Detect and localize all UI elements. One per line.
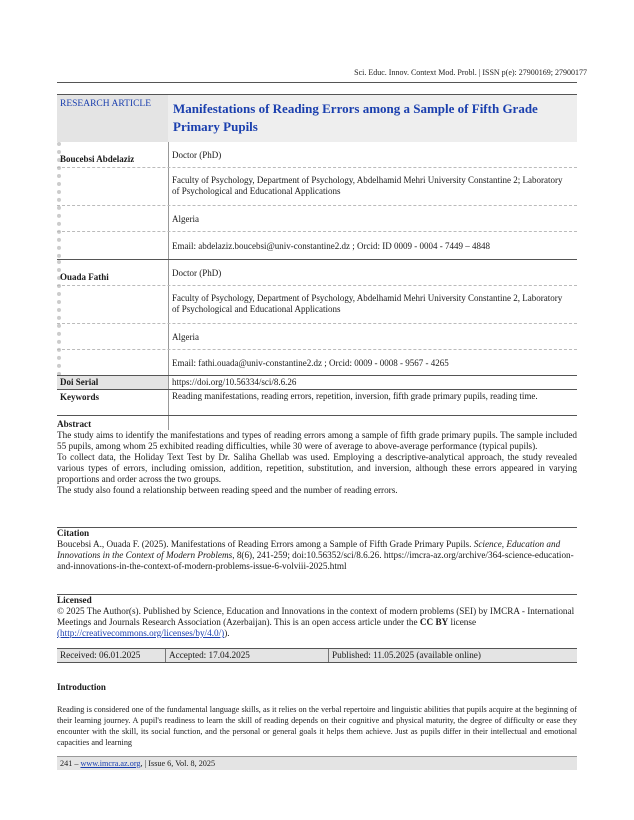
author-name: Ouada Fathi [60,272,109,282]
introduction-heading: Introduction [57,682,106,692]
accepted-date: Accepted: 17.04.2025 [169,650,250,660]
author-degree: Doctor (PhD) [172,268,222,278]
licensed-text: © 2025 The Author(s). Published by Science, Education and Innovations in the context of modern problems (SEI) by IMCRA - International Meetings and Journals Research Association (Azerbaijan). This is an open access article under the CC BY license (http://creativecommons.org/licenses/by/4.0/)). [57,606,575,638]
author-email: Email: abdelaziz.boucebsi@univ-constantine2.dz ; Orcid: ID 0009 - 0004 - 7449 – 4848 [172,241,490,251]
author-name: Boucebsi Abdelaziz [60,154,135,164]
license-word: license [450,617,477,627]
page-footer [57,756,577,770]
abstract-text: The study also found a relationship between reading speed and the number of reading errors. [57,485,398,495]
license-statement: © 2025 The Author(s). Published by Science, Education and Innovations in the context of modern problems (SEI) by IMCRA - International Meetings and Journals Research Association (Azerbaijan). This is an open access article under the [57,606,575,627]
author-degree-row [57,260,577,286]
abstract-text: The study aims to identify the manifestations and types of reading errors among a sample of fifth grade primary pupils. The sample included 55 pupils, among whom 25 exhibited reading difficulties, while 30 were of average to above-average performance (typical pupils). [57,430,577,451]
keywords-row [57,390,577,416]
abstract-section [57,419,577,496]
author-email: Email: fathi.ouada@univ-constantine2.dz ; Orcid: 0009 - 0008 - 9567 - 4265 [172,358,449,368]
author-degree-row [57,142,577,168]
received-date: Received: 06.01.2025 [60,650,141,660]
keywords-value: Reading manifestations, reading errors, repetition, inversion, fifth grade primary pupils, reading time. [172,391,538,401]
doi-row [57,376,577,390]
abstract-text: To collect data, the Holiday Text Test by Dr. Saliha Ghellab was used. Employing a descriptive-analytical approach, the study revealed various types of errors, including omission, addition, repetition, substitution, and inversion, although these errors appeared in varying proportions and order across the two groups. [57,452,577,484]
doi-value[interactable]: https://doi.org/10.56334/sci/8.6.26 [172,377,297,387]
citation-journal: Science, Education and Innovations in the Context of Modern Problems [57,539,561,560]
citation-authors: Boucebsi A., Ouada F. (2025). Manifestations of Reading Errors among a Sample of Fifth Grade Primary Pupils. [57,539,472,549]
header-divider [57,82,577,83]
citation-label: Citation [57,528,90,538]
author-country: Algeria [172,214,199,224]
license-link[interactable]: (http://creativecommons.org/licenses/by/4.0/) [57,628,225,638]
dates-row [57,648,577,663]
journal-header: Sci. Educ. Innov. Context Mod. Probl. | ISSN p(e): 27900169; 27900177 [354,68,587,77]
abstract-label: Abstract [57,419,92,429]
author-affiliation-row [57,286,577,324]
license-name: CC BY [419,617,449,627]
article-type: RESEARCH ARTICLE [60,99,152,109]
article-title: Manifestations of Reading Errors among a Sample of Fifth Grade Primary Pupils [173,101,538,134]
author-email-row [57,350,577,376]
author-affiliation: Faculty of Psychology, Department of Psychology, Abdelhamid Mehri University Constantine 2, Laboratory of Psychological and Educational Applications [172,293,563,314]
title-row [57,94,577,142]
keywords-label: Keywords [60,392,99,402]
licensed-section [57,595,577,639]
doi-label: Doi Serial [60,377,99,387]
article-info-box [57,94,577,660]
citation-url[interactable]: https://imcra-az.org/archive/364-science-education-and-innovations-in-the-context-of-modern-problems-issue-6-volviii-2025.html [57,550,574,571]
footer-link[interactable]: www.imcra.az.org [80,759,141,768]
footer-page: 241 – [60,759,81,768]
author-country-row [57,324,577,350]
author-degree: Doctor (PhD) [172,150,222,160]
author-country: Algeria [172,332,199,342]
author-affiliation-row [57,168,577,206]
citation-text [57,539,577,572]
introduction-text: Reading is considered one of the fundamental language skills, as it relies on the verbal repertoire and linguistic abilities that pupils acquire at the beginning of their learning journey. A pupil's readiness to learn the skill of reading depends on their cognitive and physical maturity, the degree of difficulty or ease they encounter with the skill, its social function, and the personal or general goals it helps them achieve. Just as pupils differ in their intellectual and emotional capacities and learning [57,705,577,747]
author-email-row [57,232,577,260]
published-date: Published: 11.05.2025 (available online) [332,650,481,660]
footer-issue: , | Issue 6, Vol. 8, 2025 [140,759,216,768]
citation-section [57,528,577,572]
author-country-row [57,206,577,232]
licensed-label: Licensed [57,595,92,605]
citation-volume: , 8(6), 241-259; doi:10.56352/sci/8.6.26. [232,550,382,560]
author-affiliation: Faculty of Psychology, Department of Psychology, Abdelhamid Mehri University Constantine 2; Laboratory of Psychological and Educational Applications [172,175,563,196]
